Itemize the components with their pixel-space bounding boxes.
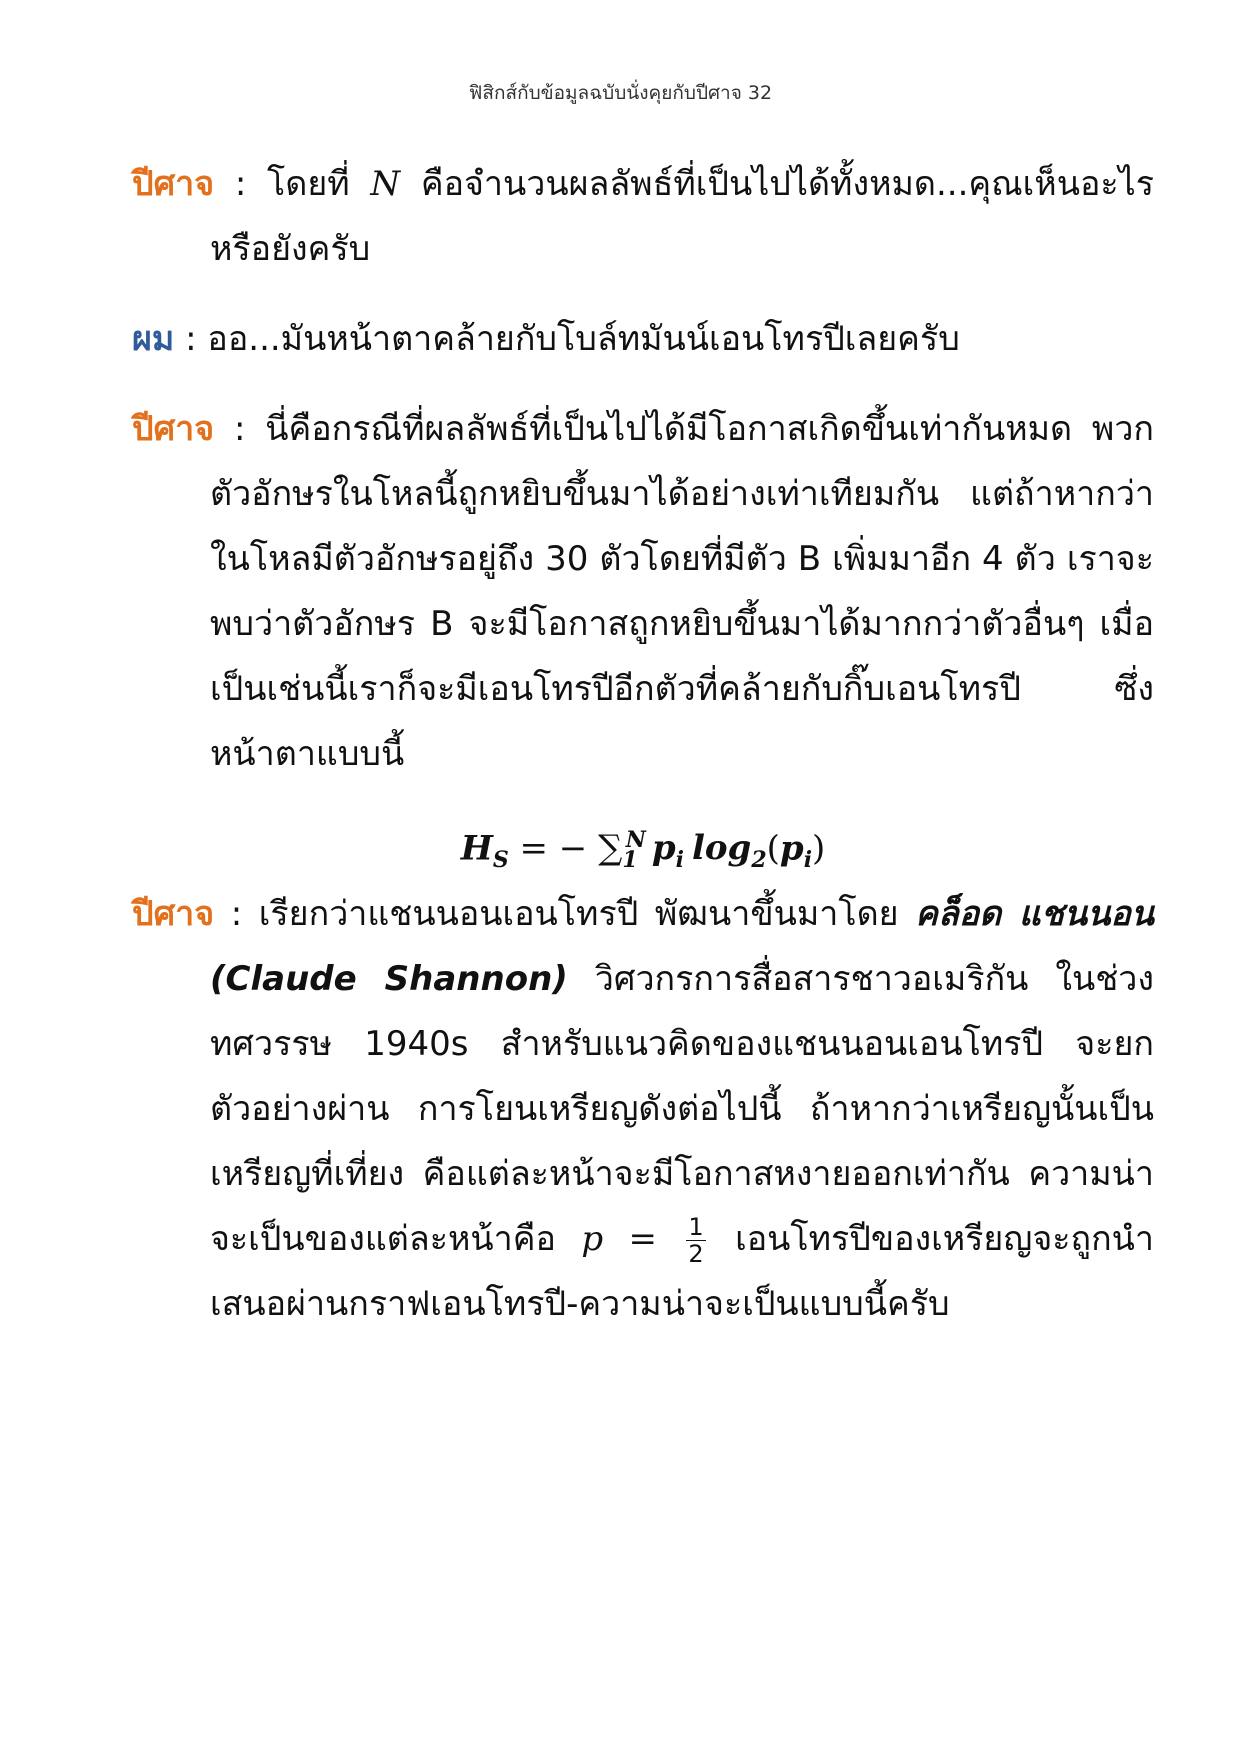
eq-h-sub: S	[492, 847, 509, 874]
eq-p: p	[651, 828, 676, 869]
eq-log-sub: 2	[751, 847, 767, 874]
name-english: (Claude Shannon)	[210, 959, 568, 999]
eq-sum: ∑	[598, 828, 623, 869]
math-equals: =	[603, 1219, 683, 1259]
paragraph-text: เรียกว่าแชนนอนเอนโทรปี พัฒนาขึ้นมาโดย	[258, 894, 916, 934]
name-thai: คล็อด แชนนอน	[915, 894, 1154, 934]
shannon-entropy-equation	[132, 804, 1154, 876]
eq-p-sub: i	[675, 847, 684, 874]
eq-p2: p	[779, 828, 804, 869]
eq-p2-sub: i	[803, 847, 813, 874]
speaker-label: ปีศาจ	[132, 409, 215, 449]
eq-equals-minus: = −	[508, 828, 599, 869]
speaker-label: ปีศาจ	[132, 894, 215, 934]
paragraph-4	[132, 882, 1154, 1337]
separator: :	[214, 409, 266, 449]
paragraph-text: วิศวกรการสื่อสารชาวอเมริกัน ในช่วงทศวรรษ 1940s สำหรับแนวคิดของแชนนอนเอนโทรปี จะยกตัวอย่างผ่าน การโยนเหรียญดังต่อไปนี้ ถ้าหากว่าเหรียญนั้นเป็นเหรียญที่เที่ยง คือแต่ละหน้าจะมีโอกาสหงายออกเท่ากัน ความน่าจะเป็นของแต่ละหน้าคือ	[210, 959, 1154, 1259]
eq-sum-sub: 1	[622, 847, 638, 874]
speaker-label: ผม	[132, 319, 175, 359]
fraction-numerator: 1	[688, 1213, 704, 1241]
paragraph-3	[132, 397, 1154, 787]
separator: :	[214, 164, 268, 204]
eq-close-paren: )	[812, 828, 826, 869]
separator: :	[174, 319, 208, 359]
eq-sum-sup: N	[625, 827, 646, 853]
paragraph-1	[132, 152, 1154, 282]
paragraph-2	[132, 307, 1154, 372]
document-body	[132, 152, 1154, 1362]
eq-log: log	[691, 828, 752, 869]
paragraph-text: คือจำนวนผลลัพธ์ที่เป็นไปได้ทั้งหมด...คุณเห็นอะไรหรือยังครับ	[210, 164, 1155, 269]
page-header: ฟิสิกส์กับข้อมูลฉบับนั่งคุยกับปีศาจ 32	[468, 82, 773, 104]
eq-h: H	[460, 828, 493, 869]
fraction-one-half	[686, 1214, 705, 1267]
separator: :	[214, 894, 259, 934]
eq-open-paren: (	[766, 828, 780, 869]
speaker-label: ปีศาจ	[132, 164, 215, 204]
paragraph-text: เอนโทรปีของเหรียญจะถูกนำเสนอผ่านกราฟเอนโทรปี-ความน่าจะเป็นแบบนี้ครับ	[210, 1219, 1155, 1324]
paragraph-text: โดยที่	[267, 164, 371, 204]
paragraph-text: ออ...มันหน้าตาคล้ายกับโบล์ทมันน์เอนโทรปีเลยครับ	[207, 319, 960, 359]
fraction-denominator: 2	[688, 1240, 704, 1268]
math-variable: N	[370, 164, 401, 204]
math-variable: p	[581, 1219, 604, 1259]
paragraph-text: นี่คือกรณีที่ผลลัพธ์ที่เป็นไปได้มีโอกาสเกิดขึ้นเท่ากันหมด พวกตัวอักษรในโหลนี้ถูกหยิบขึ้นมาได้อย่างเท่าเทียมกัน แต่ถ้าหากว่าในโหลมีตัวอักษรอยู่ถึง 30 ตัวโดยที่มีตัว B เพิ่มมาอีก 4 ตัว เราจะพบว่าตัวอักษร B จะมีโอกาสถูกหยิบขึ้นมาได้มากกว่าตัวอื่นๆ เมื่อเป็นเช่นนี้เราก็จะมีเอนโทรปีอีกตัวที่คล้ายกับกิ๊บเอนโทรปี ซึ่งหน้าตาแบบนี้	[210, 409, 1154, 774]
